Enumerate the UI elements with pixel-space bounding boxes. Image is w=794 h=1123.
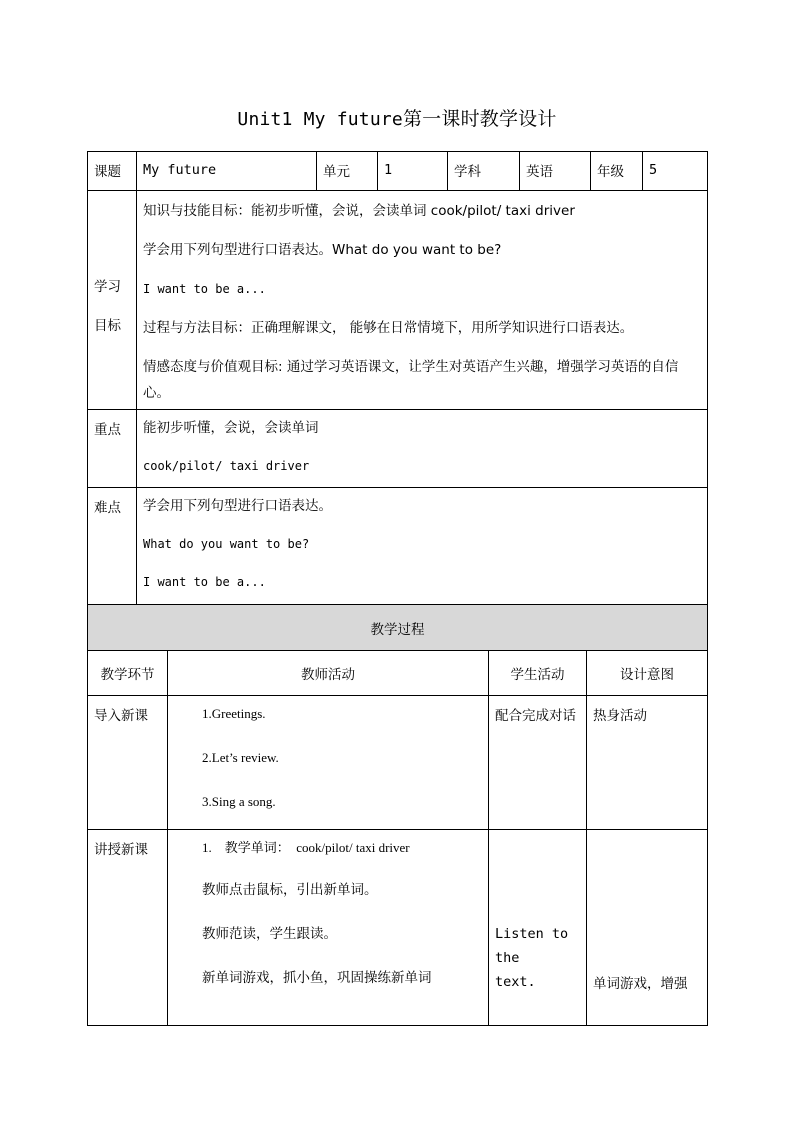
goals-content: [137, 191, 708, 410]
key-points-label: 重点: [88, 410, 137, 488]
key-points-line1: 能初步听懂，会说，会读单词: [143, 420, 319, 436]
col-student: 学生活动: [489, 651, 587, 696]
teacher-intro-2: 2.Let’s review.: [202, 750, 279, 765]
key-points-content: [137, 410, 708, 488]
intent-new: 单词游戏，增强: [587, 830, 708, 1026]
intent-intro: 热身活动: [587, 696, 708, 830]
goal-knowledge: [143, 198, 701, 224]
difficulties-line3: I want to be a...: [143, 575, 266, 589]
teacher-new-1: 1. 教学单词： cook/pilot/ taxi driver: [202, 840, 410, 855]
goal-attitude: 情感态度与价值观目标: 通过学习英语课文，让学生对英语产生兴趣，增强学习英语的自信: [143, 359, 679, 375]
info-row: [88, 152, 708, 191]
student-new: [489, 830, 587, 1026]
process-row-intro: [88, 696, 708, 830]
teacher-new-4: 新单词游戏，抓小鱼，巩固操练新单词: [202, 970, 432, 986]
goals-label: [88, 191, 137, 410]
topic-label: 课题: [88, 152, 137, 191]
teacher-intro: [168, 696, 489, 830]
goal-knowledge-text: 知识与技能目标：能初步听懂，会说，会读单词 cook/pilot/ taxi driver: [143, 203, 575, 219]
student-intro: 配合完成对话: [489, 696, 587, 830]
document-title: [0, 104, 794, 131]
topic-value: My future: [137, 152, 317, 191]
grade-label: 年级: [591, 152, 643, 191]
stage-intro: 导入新课: [88, 696, 168, 830]
goal-sentence: 学会用下列句型进行口语表达。What do you want to be?: [143, 242, 502, 258]
col-teacher: 教师活动: [168, 651, 489, 696]
subject-value: 英语: [520, 152, 591, 191]
difficulties-line2: What do you want to be?: [143, 537, 310, 551]
teacher-new-2: 教师点击鼠标，引出新单词。: [202, 882, 378, 898]
title-english: Unit1 My future: [237, 109, 403, 130]
difficulties-content: [137, 488, 708, 605]
subject-label: 学科: [448, 152, 520, 191]
difficulties-label: 难点: [88, 488, 137, 605]
lesson-info-table: [87, 151, 708, 605]
col-stage: 教学环节: [88, 651, 168, 696]
teacher-new: [168, 830, 489, 1026]
process-row-new: [88, 830, 708, 1026]
goal-attitude-cont: 心。: [143, 385, 170, 401]
col-intent: 设计意图: [587, 651, 708, 696]
teacher-new-3: 教师范读，学生跟读。: [202, 926, 337, 942]
goal-sentence-example: I want to be a...: [143, 282, 266, 296]
teacher-intro-3: 3.Sing a song.: [202, 794, 276, 809]
student-new-line1: Listen to the: [495, 926, 569, 966]
teacher-intro-1: 1.Greetings.: [202, 706, 266, 721]
title-chinese: 第一课时教学设计: [402, 108, 557, 130]
stage-new: 讲授新课: [88, 830, 168, 1026]
unit-value: 1: [378, 152, 448, 191]
process-header: 教学过程: [88, 605, 708, 651]
student-new-line2: text.: [495, 974, 536, 990]
goals-label-line1: 学习: [94, 279, 121, 295]
goals-row: [88, 191, 708, 410]
goals-label-line2: 目标: [94, 318, 121, 334]
teaching-process-table: [87, 604, 708, 1026]
grade-value: 5: [643, 152, 708, 191]
goal-process: 过程与方法目标：正确理解课文， 能够在日常情境下，用所学知识进行口语表达。: [143, 320, 634, 336]
process-columns-row: [88, 651, 708, 696]
process-header-row: [88, 605, 708, 651]
difficulties-line1: 学会用下列句型进行口语表达。: [143, 498, 332, 514]
unit-label: 单元: [317, 152, 378, 191]
key-points-row: [88, 410, 708, 488]
difficulties-row: [88, 488, 708, 605]
key-points-line2: cook/pilot/ taxi driver: [143, 459, 310, 473]
